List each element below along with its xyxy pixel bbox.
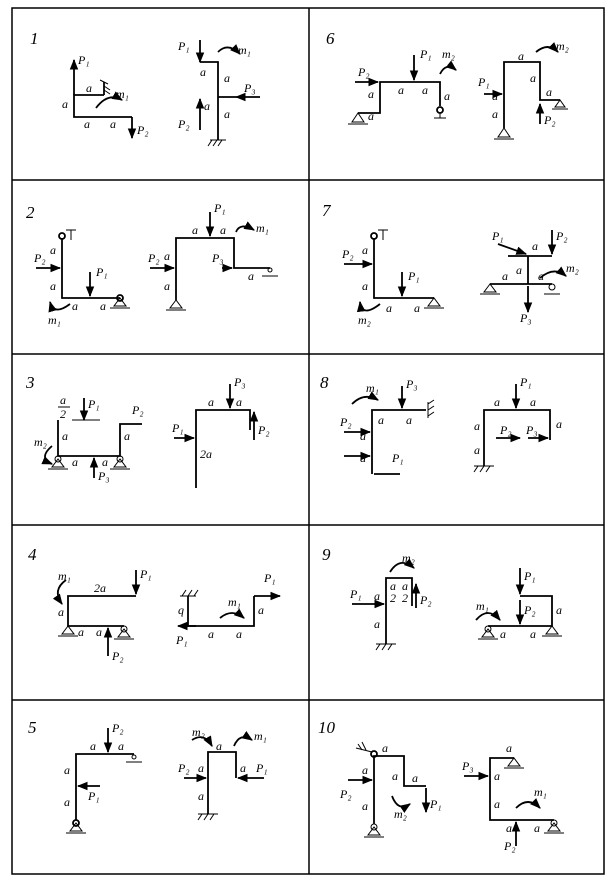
variant-8-left-frame — [344, 386, 426, 474]
label-a: a — [50, 243, 56, 257]
label-denominator: 2 — [402, 591, 408, 605]
label-P2: P₂ — [420, 593, 432, 607]
label-a: a — [110, 117, 116, 131]
label-m2: m₂ — [192, 725, 205, 739]
label-a: a — [198, 789, 204, 803]
label-q: q — [178, 603, 184, 617]
label-P3: P₃ — [212, 251, 224, 265]
label-P1: P₁ — [96, 265, 108, 279]
label-m2: m₂ — [442, 47, 455, 61]
label-P2: P₂ — [358, 65, 370, 79]
label-P1: P₁ — [264, 571, 276, 585]
label-a: a — [546, 85, 552, 99]
label-a: a — [374, 589, 380, 603]
label-m1: m₁ — [48, 313, 61, 327]
label-a: a — [58, 605, 64, 619]
label-a: a — [198, 761, 204, 775]
label-a-half: a — [60, 393, 66, 407]
label-a: a — [96, 625, 102, 639]
label-m1: m₁ — [116, 87, 129, 101]
label-a: a — [216, 739, 222, 753]
label-m2: m₂ — [556, 39, 569, 53]
label-P1: P₁ — [88, 789, 100, 803]
label-P2: P₂ — [340, 787, 352, 801]
label-a: a — [64, 763, 70, 777]
label-P2: P₂ — [178, 761, 190, 775]
label-P2: P₂ — [112, 721, 124, 735]
label-P2: P₂ — [132, 403, 144, 417]
label-P3: P₃ — [520, 311, 532, 325]
label-P1: P₁ — [176, 633, 188, 647]
label-a: a — [556, 417, 562, 431]
label-m1: m₁ — [534, 785, 547, 799]
label-a: a — [494, 797, 500, 811]
variant-number: 8 — [320, 373, 329, 392]
label-P3: P₃ — [406, 377, 418, 391]
label-a: a — [474, 443, 480, 457]
label-a: a — [124, 429, 130, 443]
label-a: a — [362, 279, 368, 293]
label-P3: P₃ — [234, 375, 246, 389]
label-a: a — [208, 395, 214, 409]
label-a: a — [164, 279, 170, 293]
label-a: a — [220, 223, 226, 237]
label-a: a — [50, 279, 56, 293]
label-a: a — [556, 603, 562, 617]
label-m1: m₁ — [254, 729, 267, 743]
label-a: a — [406, 413, 412, 427]
label-a: a — [414, 301, 420, 315]
label-P1: P₁ — [214, 201, 226, 215]
label-denominator: 2 — [60, 407, 66, 421]
variant-number: 7 — [322, 201, 331, 220]
label-P3: P₃ — [526, 423, 538, 437]
label-m1: m₁ — [256, 221, 269, 235]
label-P2: P₂ — [178, 117, 190, 131]
variant-number: 9 — [322, 545, 331, 564]
label-m2: m₂ — [394, 807, 407, 821]
label-P1: P₁ — [350, 587, 362, 601]
label-P1: P₁ — [430, 797, 442, 811]
label-a: a — [72, 299, 78, 313]
label-P2: P₂ — [258, 423, 270, 437]
label-a: a — [518, 49, 524, 63]
label-a: a — [500, 627, 506, 641]
variant-number: 4 — [28, 545, 37, 564]
label-a: a — [62, 97, 68, 111]
label-a: a — [530, 395, 536, 409]
label-P1: P₁ — [524, 569, 536, 583]
label-denominator: 2 — [390, 591, 396, 605]
label-a: a — [84, 117, 90, 131]
label-a: a — [378, 413, 384, 427]
label-a: a — [506, 821, 512, 835]
label-a: a — [102, 455, 108, 469]
label-a: a — [258, 603, 264, 617]
label-P1: P₁ — [140, 567, 152, 581]
label-P2: P₂ — [342, 247, 354, 261]
variant-9-right-frame — [476, 568, 552, 626]
variant-6-left-frame — [355, 55, 456, 113]
label-a: a — [530, 71, 536, 85]
label-a: a — [236, 627, 242, 641]
label-a: a — [506, 741, 512, 755]
label-a: a — [248, 269, 254, 283]
variant-number: 2 — [26, 203, 35, 222]
label-a: a — [538, 269, 544, 283]
label-P1: P₁ — [256, 761, 268, 775]
label-a: a — [362, 799, 368, 813]
label-P3: P₃ — [98, 469, 110, 483]
label-P2: P₂ — [556, 229, 568, 243]
label-P1: P₁ — [172, 421, 184, 435]
variant-number: 1 — [30, 29, 39, 48]
variant-number: 10 — [318, 718, 335, 737]
label-a: a — [362, 243, 368, 257]
label-a: a — [204, 99, 210, 113]
label-a: a — [78, 625, 84, 639]
label-P1: P₁ — [420, 47, 432, 61]
label-a: a — [474, 419, 480, 433]
label-P2: P₂ — [137, 123, 149, 137]
label-2a: 2a — [94, 581, 106, 595]
variant-number: 3 — [26, 373, 35, 392]
label-a: a — [224, 71, 230, 85]
label-a: a — [90, 739, 96, 753]
label-P2: P₂ — [112, 649, 124, 663]
label-a: a — [362, 763, 368, 777]
label-m1: m₁ — [238, 43, 251, 57]
label-a: a — [492, 107, 498, 121]
label-P1: P₁ — [492, 229, 504, 243]
label-a: a — [224, 107, 230, 121]
variant-5-left-frame — [73, 728, 134, 826]
label-a: a — [402, 579, 408, 593]
label-m2: m₂ — [358, 313, 371, 327]
label-P1: P₁ — [392, 451, 404, 465]
sheet-frame — [12, 8, 604, 874]
label-P1: P₁ — [478, 75, 490, 89]
variant-number: 6 — [326, 29, 335, 48]
label-a: a — [534, 821, 540, 835]
label-m2: m₂ — [402, 551, 415, 565]
label-P2: P₂ — [544, 113, 556, 127]
label-a: a — [444, 89, 450, 103]
label-a: a — [208, 627, 214, 641]
label-a: a — [494, 395, 500, 409]
label-a: a — [236, 395, 242, 409]
label-P1: P₁ — [520, 375, 532, 389]
label-m2: m₂ — [566, 261, 579, 275]
variant-number: 5 — [28, 718, 37, 737]
label-a: a — [530, 627, 536, 641]
label-a: a — [502, 269, 508, 283]
label-a: a — [532, 239, 538, 253]
variant-3-right-frame — [174, 384, 254, 488]
variant-5-right-frame — [184, 737, 264, 814]
label-P1: P₁ — [408, 269, 420, 283]
label-2a: 2a — [200, 447, 212, 461]
label-a: a — [390, 579, 396, 593]
label-a: a — [386, 301, 392, 315]
label-a: a — [164, 249, 170, 263]
label-m1: m₁ — [476, 599, 489, 613]
label-m1: m₁ — [228, 595, 241, 609]
label-a: a — [492, 89, 498, 103]
variant-7-left-frame — [344, 233, 434, 311]
label-a: a — [118, 739, 124, 753]
label-P1: P₁ — [178, 39, 190, 53]
label-a: a — [200, 65, 206, 79]
label-a: a — [360, 451, 366, 465]
label-P2: P₂ — [148, 251, 160, 265]
label-m1: m₁ — [366, 381, 379, 395]
label-a: a — [412, 771, 418, 785]
label-a: a — [360, 429, 366, 443]
label-a: a — [86, 81, 92, 95]
label-m1: m₁ — [58, 569, 71, 583]
label-a: a — [62, 429, 68, 443]
label-P2: P₂ — [34, 251, 46, 265]
label-a: a — [100, 299, 106, 313]
label-P1: P₁ — [88, 397, 100, 411]
label-a: a — [392, 769, 398, 783]
label-P2: P₂ — [524, 603, 536, 617]
label-a: a — [192, 223, 198, 237]
label-a: a — [72, 455, 78, 469]
label-a: a — [64, 795, 70, 809]
label-a: a — [494, 769, 500, 783]
label-P2: P₂ — [500, 423, 512, 437]
label-a: a — [368, 87, 374, 101]
label-P3: P₃ — [244, 81, 256, 95]
label-P2: P₂ — [340, 415, 352, 429]
label-a: a — [422, 83, 428, 97]
label-P1: P₁ — [78, 53, 90, 67]
label-a: a — [368, 109, 374, 123]
label-P3: P₃ — [462, 759, 474, 773]
label-a: a — [516, 263, 522, 277]
label-a: a — [398, 83, 404, 97]
variant-10-left-frame — [348, 751, 426, 824]
label-P2: P₂ — [504, 839, 516, 853]
label-m2: m₂ — [34, 435, 47, 449]
label-a: a — [240, 761, 246, 775]
label-a: a — [382, 741, 388, 755]
label-a: a — [374, 617, 380, 631]
